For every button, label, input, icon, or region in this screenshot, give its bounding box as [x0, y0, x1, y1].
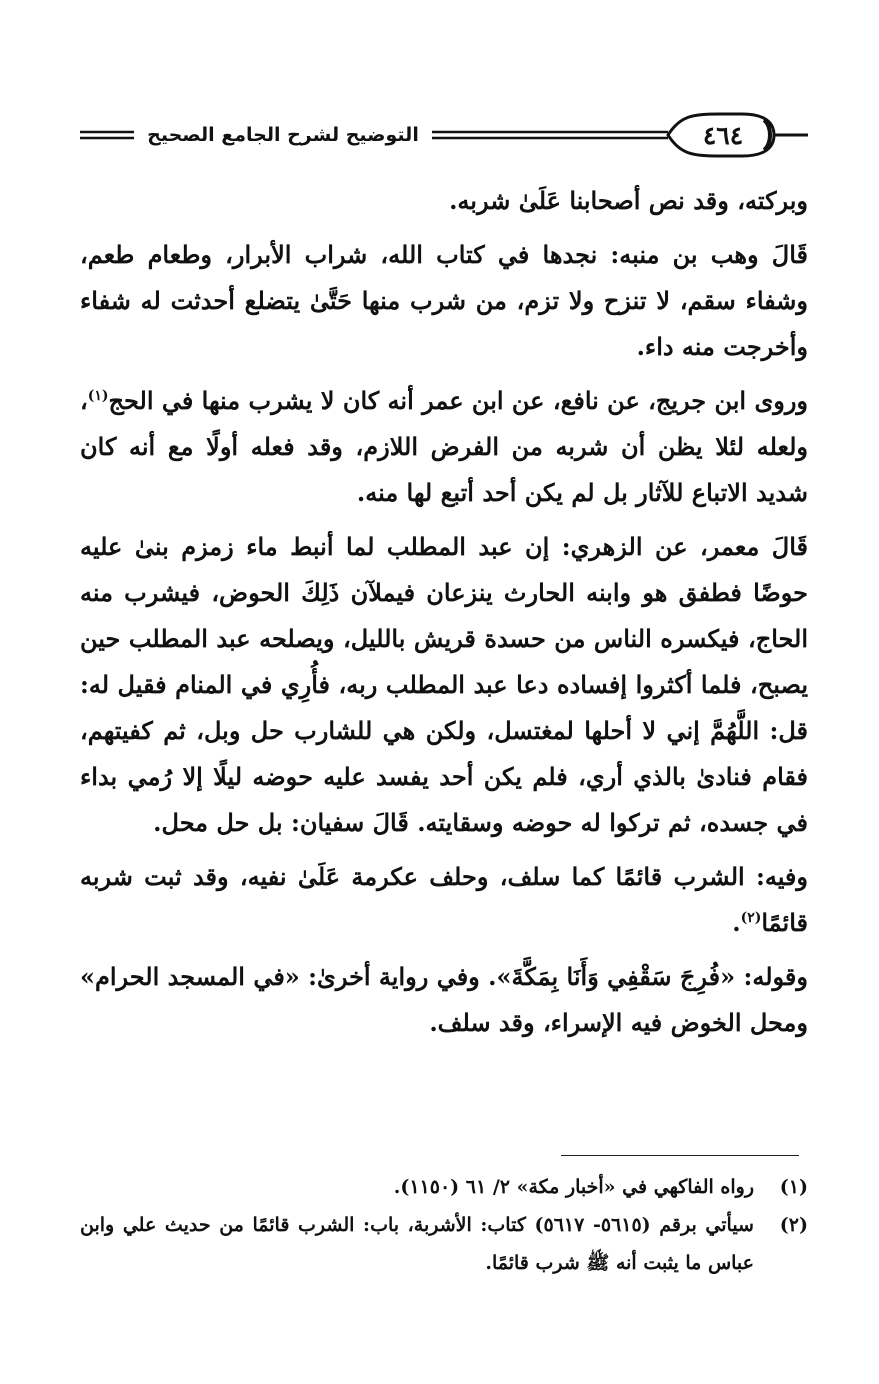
footnote-marker: (١) — [87, 388, 109, 404]
footnote-text: رواه الفاكهي في «أخبار مكة» ٢/ ٦١ (١١٥٠). — [393, 1176, 754, 1198]
paragraph-text: وفيه: الشرب قائمًا كما سلف، وحلف عكرمة عَلَىٰ نفيه، وقد ثبت شربه قائمًا — [80, 862, 808, 937]
paragraph-text: ، ولعله لئلا يظن أن شربه من الفرض اللازم، وقد فعله أولًا مع أنه كان شديد الاتباع للآثار بل لم يكن أحد أتبع لها منه. — [80, 386, 808, 507]
paragraph-text: . — [732, 908, 741, 937]
paragraph: قَالَ وهب بن منبه: نجدها في كتاب الله، شراب الأبرار، وطعام طعم، وشفاء سقم، لا تنزح ولا تزم، من شرب منها حَتَّىٰ يتضلع أحدثت له شفاء وأخرجت منه داء. — [80, 240, 808, 361]
paragraph: وقوله: «فُرِجَ سَقْفِي وَأَنَا بِمَكَّةَ». وفي رواية أخرىٰ: «في المسجد الحرام» ومحل الخوض فيه الإسراء، وقد سلف. — [80, 962, 808, 1037]
book-title: التوضيح لشرح الجامع الصحيح — [138, 121, 428, 149]
paragraph-text: وروى ابن جريج، عن نافع، عن ابن عمر أنه كان لا يشرب منها في الحج — [108, 386, 808, 415]
footnote — [80, 1206, 808, 1282]
footnote-number: (٢) — [779, 1214, 808, 1236]
page-number: ٤٦٤ — [702, 121, 744, 150]
paragraph — [80, 378, 808, 516]
running-header — [80, 110, 808, 160]
footnote-marker: (٢) — [740, 910, 762, 926]
paragraph — [80, 854, 808, 946]
paragraph: وبركته، وقد نص أصحابنا عَلَىٰ شربه. — [449, 186, 808, 215]
footnote-divider — [561, 1155, 799, 1156]
footnote-number: (١) — [779, 1176, 808, 1198]
footnote-text: سيأتي برقم (٥٦١٥- ٥٦١٧) كتاب: الأشربة، باب: الشرب قائمًا من حديث علي وابن عباس ما يثبت أنه ﷺ شرب قائمًا. — [80, 1214, 754, 1274]
main-text — [80, 178, 808, 1054]
paragraph: قَالَ معمر، عن الزهري: إن عبد المطلب لما أنبط ماء زمزم بنىٰ عليه حوضًا فطفق هو وابنه الحارث ينزعان فيملآن ذَلِكَ الحوض، فيشرب منه الحاج، فيكسره الناس من حسدة قريش بالليل، ويصلحه عبد المطلب حين يصبح، فلما أكثروا إفساده دعا عبد المطلب ربه، فأُرِي في المنام فقيل له: قل: اللَّهُمَّ إني لا أحلها لمغتسل، ولكن هي للشارب حل وبل، ثم كفيتهم، فقام فنادىٰ بالذي أري، فلم يكن أحد يفسد عليه حوضه ليلًا إلا رُمي بداء في جسده، ثم تركوا له حوضه وسقايته. قَالَ سفيان: بل حل محل. — [80, 532, 808, 837]
footnote — [80, 1168, 808, 1206]
footnotes — [80, 1168, 808, 1282]
